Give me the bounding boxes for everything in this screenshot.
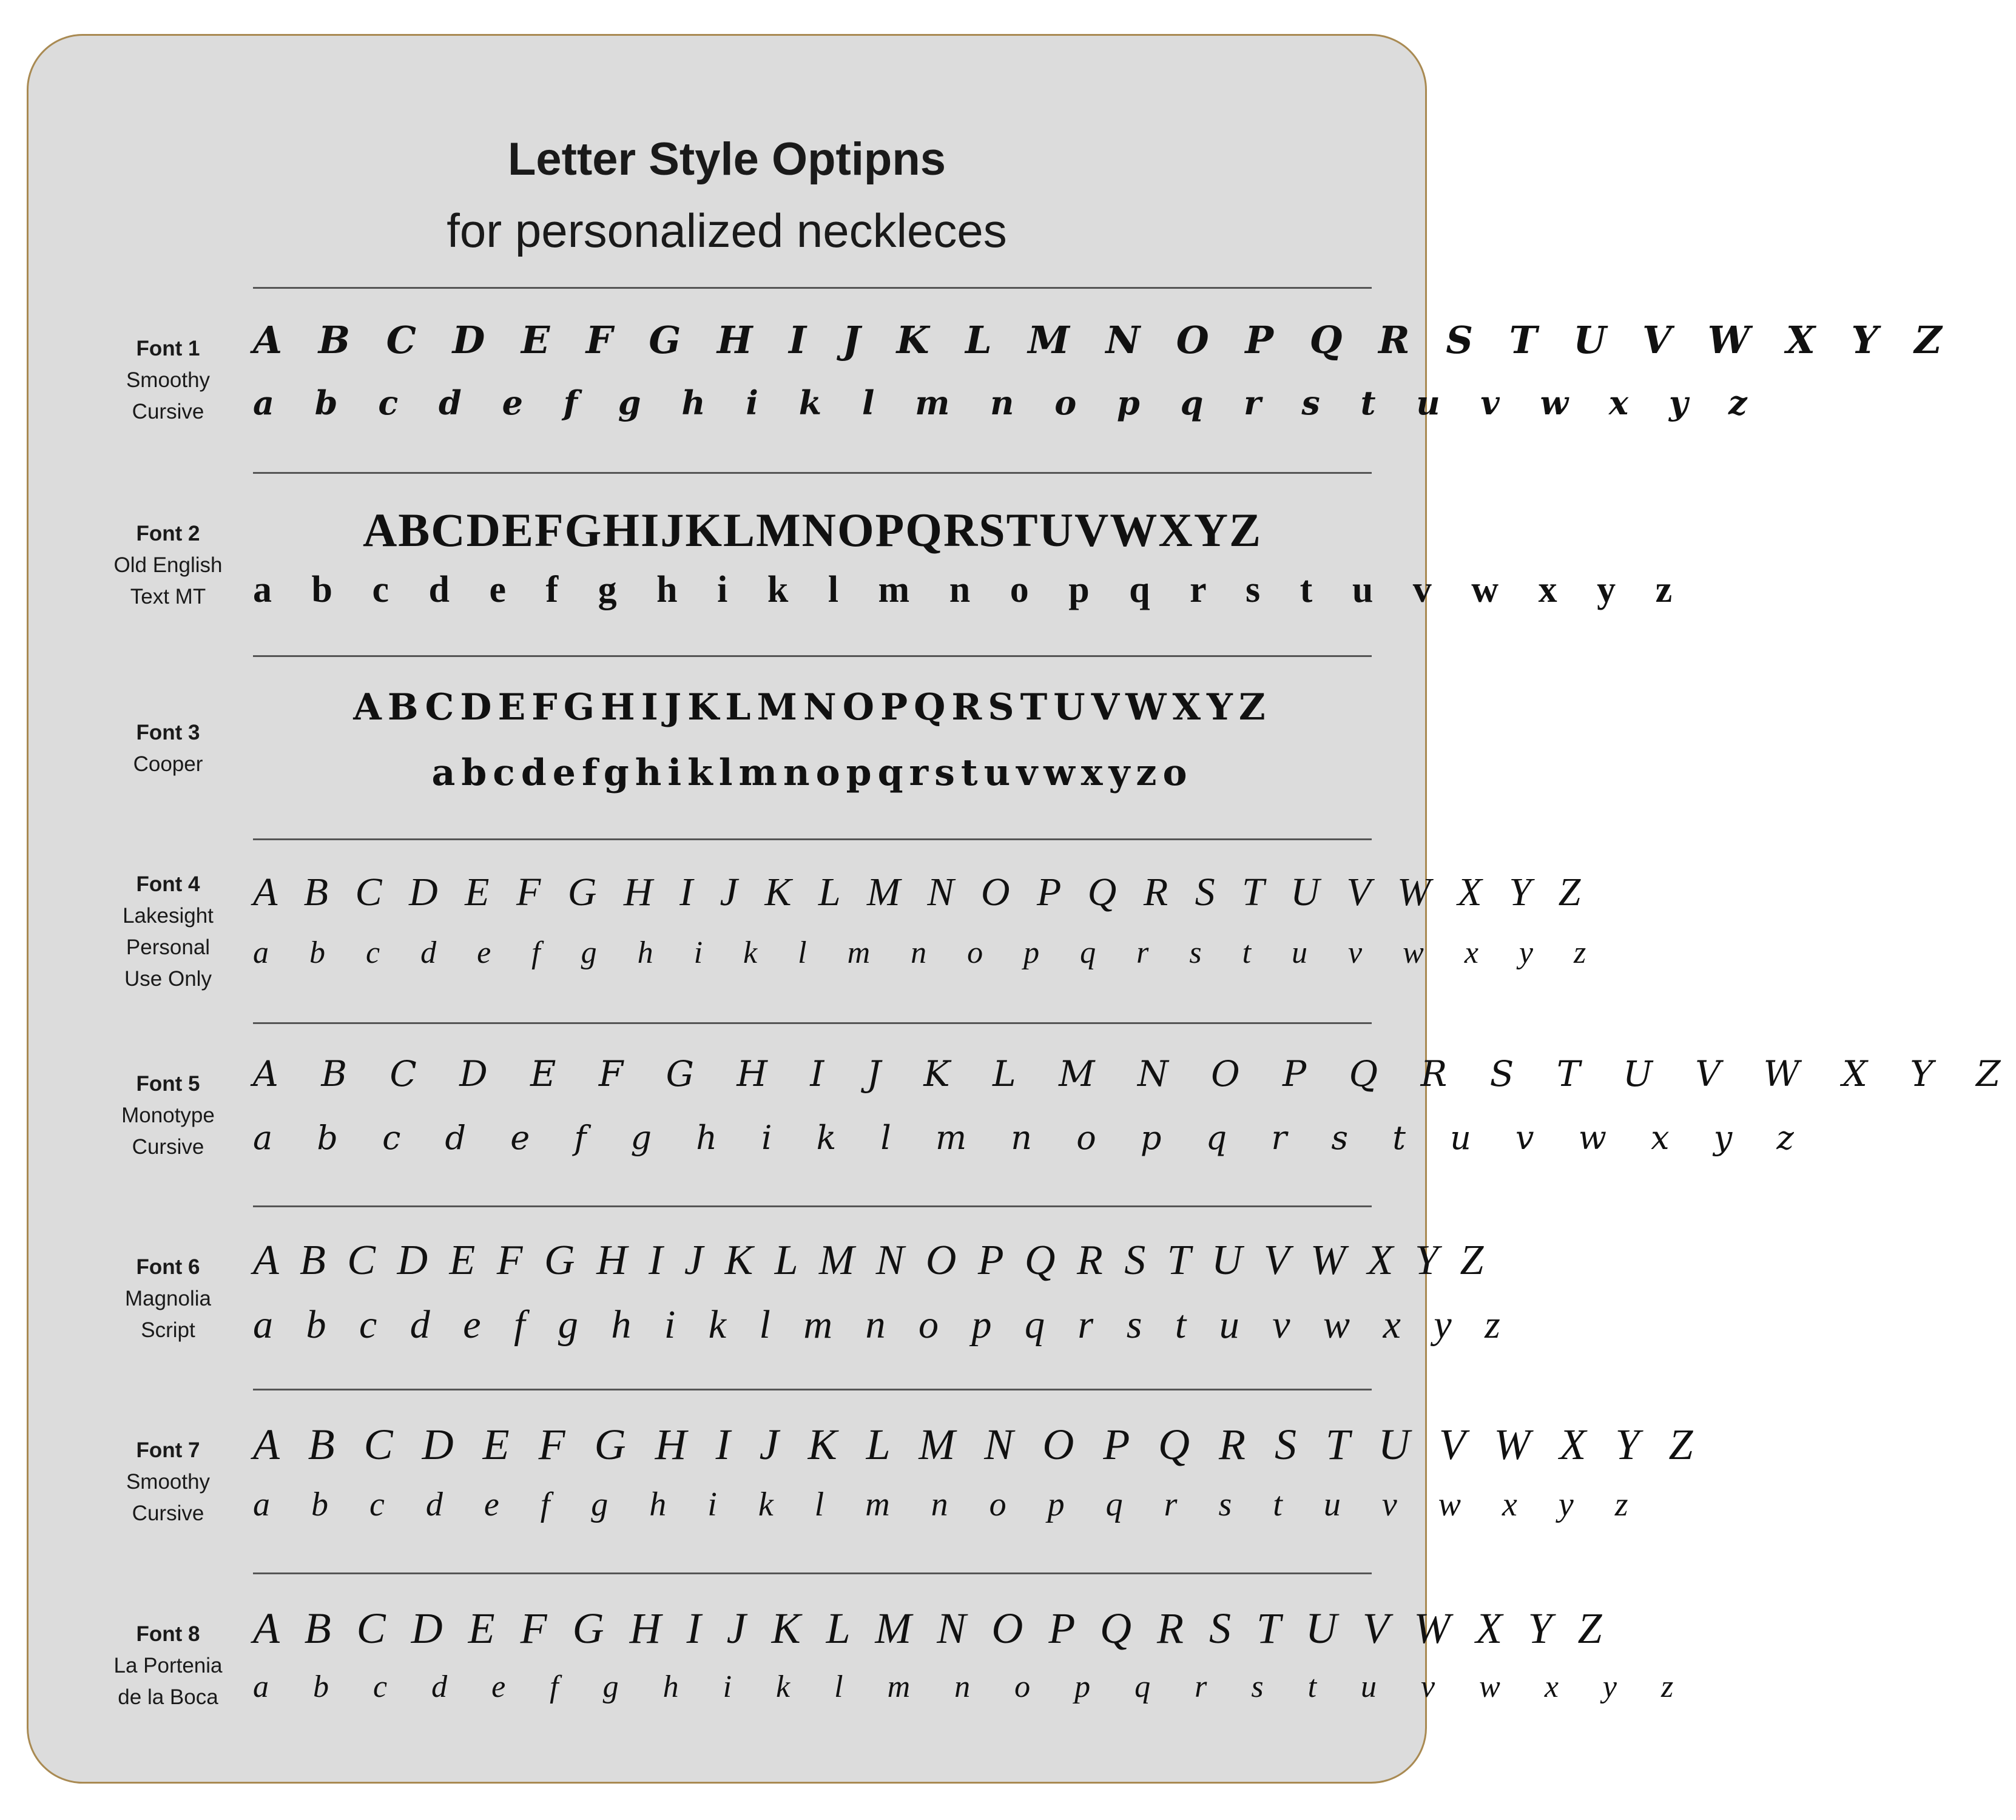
font-label: [59, 1207, 277, 1390]
lowercase-sample: a b c d e f g h i k l m n o p q r s t u v w x y z: [253, 1670, 1692, 1704]
font-name: Font 7: [136, 1438, 200, 1462]
font-name: Font 5: [136, 1072, 200, 1096]
font-name: Font 3: [136, 721, 200, 744]
uppercase-sample: A B C D E F G H I J K L M N O P Q R S T U V W X Y Z: [253, 870, 1590, 914]
font-desc-line: Cursive: [132, 1135, 204, 1159]
font-label: [59, 289, 277, 472]
uppercase-sample: A B C D E F G H I J K L M N O P Q R S T U V W X Y Z: [253, 1420, 1702, 1469]
font-name: Font 4: [136, 872, 200, 896]
uppercase-sample: ABCDEFGHIJKLMNOPQRSTUVWXYZ: [353, 686, 1272, 729]
font-desc-line: Smoothy: [126, 1470, 211, 1494]
page-title: Letter Style Optipns: [507, 133, 946, 185]
page-subtitle: for personalized neckleces: [447, 204, 1007, 257]
lowercase-sample: a b c d e f g h i k l m n o p q r s t u v w x y z: [253, 383, 1762, 422]
font-row-6: [29, 1207, 1512, 1390]
lowercase-sample: a b c d e f g h i k l m n o p q r s t u v w x y z: [253, 1119, 1811, 1157]
uppercase-sample: A B C D E F G H I J K L M N O P Q R S T U V W X Y Z: [253, 1053, 2016, 1094]
font-name: Font 8: [136, 1622, 200, 1646]
font-label: [59, 840, 277, 1023]
lowercase-sample: a b c d e f g h i k l m n o p q r s t u v w x y z: [253, 935, 1603, 970]
font-row-8: [29, 1574, 1692, 1758]
font-row-5: [29, 1024, 2016, 1207]
font-desc-line: Cursive: [132, 1502, 204, 1525]
font-desc-line: Personal: [126, 935, 211, 959]
font-desc-line: Text MT: [130, 585, 206, 608]
uppercase-sample: A B C D E F G H I J K L M N O P Q R S T U V W X Y Z: [253, 1604, 1610, 1653]
font-label: [59, 474, 277, 657]
font-row-1: [29, 289, 1954, 472]
uppercase-sample: A B C D E F G H I J K L M N O P Q R S T U V W X Y Z: [253, 318, 1954, 362]
font-desc-line: Magnolia: [124, 1287, 212, 1310]
font-row-3: [29, 657, 1429, 840]
font-desc-line: Cooper: [133, 752, 203, 776]
font-options-card: [27, 34, 2016, 1784]
font-name: Font 6: [136, 1255, 200, 1279]
font-label: [59, 1574, 277, 1758]
font-label: [59, 657, 277, 840]
font-desc-line: La Portenia: [113, 1654, 223, 1677]
lowercase-sample: abcdefghiklmnopqrstuvwxyzo: [431, 752, 1193, 794]
font-desc-line: Script: [141, 1318, 195, 1342]
font-desc-line: de la Boca: [118, 1685, 218, 1709]
font-desc-line: Monotype: [121, 1104, 215, 1127]
font-row-2: [29, 474, 1688, 657]
font-row-4: [29, 840, 1603, 1023]
lowercase-sample: a b c d e f g h i k l m n o p q r s t u v w x y z: [253, 1303, 1512, 1347]
font-label: [59, 1024, 277, 1207]
font-row-7: [29, 1390, 1702, 1574]
font-label: [59, 1390, 277, 1574]
lowercase-sample: a b c d e f g h i k l m n o p q r s t u v w x y z: [253, 569, 1688, 610]
font-name: Font 1: [136, 337, 200, 360]
font-desc-line: Lakesight: [123, 904, 214, 928]
font-desc-line: Cursive: [132, 400, 204, 423]
lowercase-sample: a b c d e f g h i k l m n o p q r s t u v w x y z: [253, 1486, 1645, 1523]
font-name: Font 2: [136, 522, 200, 545]
uppercase-sample: A B C D E F G H I J K L M N O P Q R S T U V W X Y Z: [253, 1237, 1489, 1284]
font-desc-line: Use Only: [124, 967, 212, 991]
font-desc-line: Smoothy: [126, 368, 211, 392]
uppercase-sample: ABCDEFGHIJKLMNOPQRSTUVWXYZ: [362, 504, 1263, 556]
font-desc-line: Old English: [113, 553, 223, 577]
